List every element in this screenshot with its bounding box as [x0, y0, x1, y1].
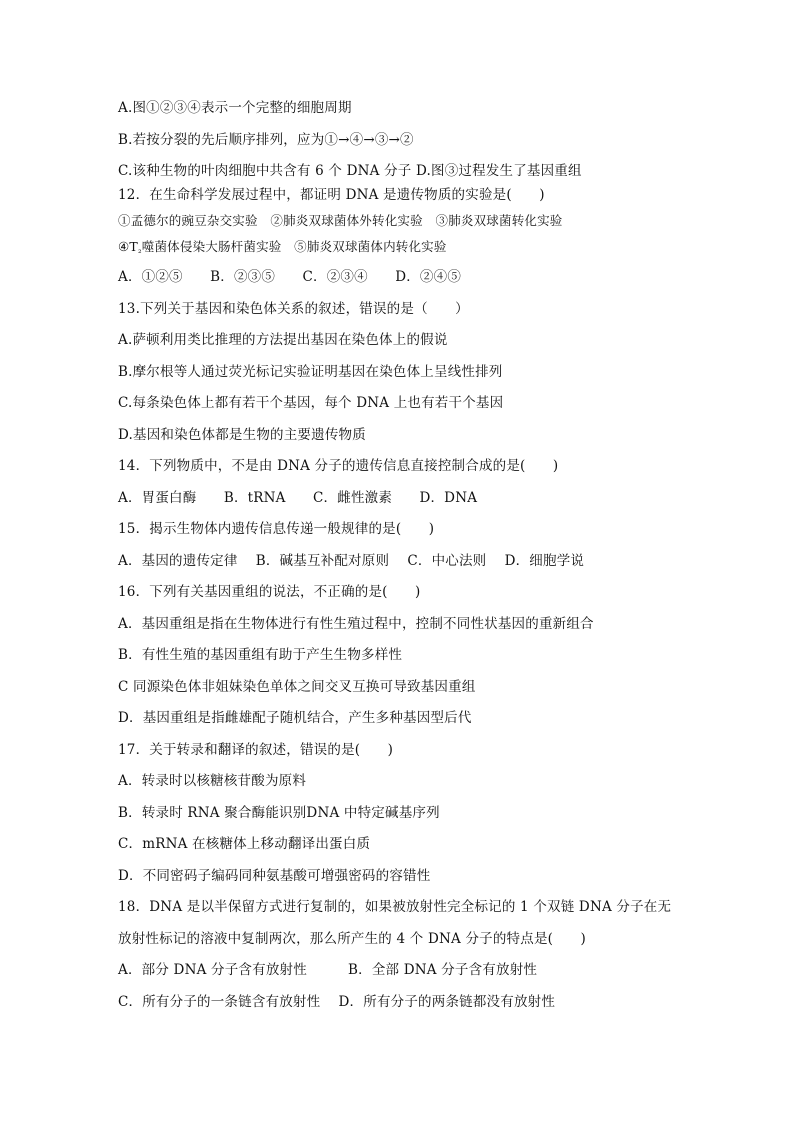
option-line: C．所有分子的一条链含有放射性 D．所有分子的两条链都没有放射性 [118, 993, 556, 1010]
option-line: A．转录时以核糖核苷酸为原料 [118, 773, 307, 789]
option-line: A.萨顿利用类比推理的方法提出基因在染色体上的假说 [118, 332, 448, 348]
question-line: 18．DNA 是以半保留方式进行复制的，如果被放射性完全标记的 1 个双链 DNA 分子在无 [118, 899, 672, 915]
option-line: C 同源染色体非姐妹染色单体之间交叉互换可导致基因重组 [118, 678, 476, 695]
option-line: D．不同密码子编码同种氨基酸可增强密码的容错性 [118, 867, 431, 884]
question-line: 15．揭示生物体内遗传信息传递一般规律的是( ) [118, 521, 435, 537]
option-line: A．基因的遗传定律 B．碱基互补配对原则 C．中心法则 D．细胞学说 [118, 552, 585, 569]
option-line: ①孟德尔的豌豆杂交实验 ②肺炎双球菌体外转化实验 ③肺炎双球菌转化实验 [118, 213, 563, 228]
text-fragment: 噬菌体侵染大肠杆菌实验 ⑤肺炎双球菌体内转化实验 [141, 239, 447, 254]
question-line: 17．关于转录和翻译的叙述，错误的是( ) [118, 741, 394, 758]
document-page [118, 98, 688, 1012]
option-line [118, 237, 688, 261]
option-line: A．部分 DNA 分子含有放射性 B．全部 DNA 分子含有放射性 [118, 962, 538, 978]
option-line: C．mRNA 在核糖体上移动翻译出蛋白质 [118, 836, 371, 852]
text-fragment: ④T [118, 239, 138, 254]
option-line: A．基因重组是指在生物体进行有性生殖过程中，控制不同性状基因的重新组合 [118, 615, 594, 632]
option-line: B.若按分裂的先后顺序排列，应为①→④→③→② [118, 131, 414, 148]
option-line: A.图①②③④表示一个完整的细胞周期 [118, 100, 352, 116]
option-line: D.基因和染色体都是生物的主要遗传物质 [118, 426, 366, 443]
question-line: 放射性标记的溶液中复制两次，那么所产生的 4 个 DNA 分子的特点是( ) [118, 930, 586, 947]
question-line: 16．下列有关基因重组的说法，不正确的是( ) [118, 584, 421, 600]
question-line: 13.下列关于基因和染色体关系的叙述，错误的是（ ） [118, 300, 469, 317]
option-line: C.该种生物的叶肉细胞中共含有 6 个 DNA 分子 D.图③过程发生了基因重组 [118, 163, 582, 179]
question-line: 14．下列物质中，不是由 DNA 分子的遗传信息直接控制合成的是( ) [118, 458, 559, 474]
option-line: B.摩尔根等人通过荧光标记实验证明基因在染色体上呈线性排列 [118, 363, 503, 380]
option-line: B．有性生殖的基因重组有助于产生生物多样性 [118, 647, 403, 663]
option-line: A．胃蛋白酶 B．tRNA C．雌性激素 D．DNA [118, 489, 478, 506]
option-line: D．基因重组是指雌雄配子随机结合，产生多种基因型后代 [118, 710, 472, 726]
option-line: A．①②⑤ B．②③⑤ C．②③④ D．②④⑤ [118, 269, 462, 285]
option-line: B．转录时 RNA 聚合酶能识别DNA 中特定碱基序列 [118, 804, 440, 821]
option-line: C.每条染色体上都有若干个基因，每个 DNA 上也有若干个基因 [118, 395, 504, 411]
question-line: 12．在生命科学发展过程中，都证明 DNA 是遗传物质的实验是( ) [118, 187, 545, 203]
subscript: ₂ [137, 246, 142, 256]
